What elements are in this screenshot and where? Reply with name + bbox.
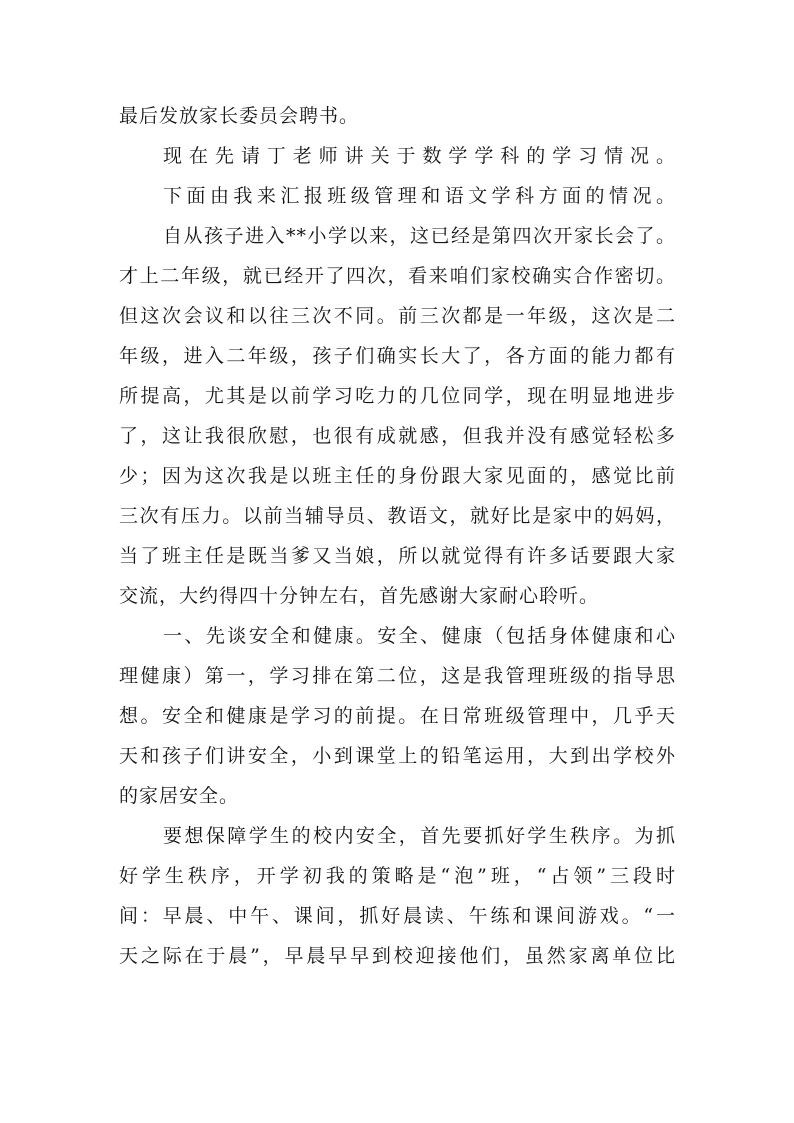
text-line: 天之际在于晨”，早晨早早到校迎接他们，虽然家离单位比 (119, 945, 676, 967)
text-line: 三次有压力。以前当辅导员、教语文，就好比是家中的妈妈， (119, 505, 676, 527)
text-line: 好学生秩序，开学初我的策略是“泡”班，“占领”三段时 (119, 865, 676, 887)
text-line: 当了班主任是既当爹又当娘，所以就觉得有许多话要跟大家 (119, 545, 676, 567)
text-line: 理健康）第一，学习排在第二位，这是我管理班级的指导思 (119, 665, 676, 687)
text-line: 自从孩子进入**小学以来，这已经是第四次开家长会了。 (163, 225, 676, 247)
text-line: 才上二年级，就已经开了四次，看来咱们家校确实合作密切。 (119, 265, 676, 287)
text-line: 一、先谈安全和健康。安全、健康（包括身体健康和心 (163, 625, 676, 647)
text-line: 年级，进入二年级，孩子们确实长大了，各方面的能力都有 (119, 345, 676, 367)
text-line: 最后发放家长委员会聘书。 (119, 105, 360, 127)
text-line: 所提高，尤其是以前学习吃力的几位同学，现在明显地进步 (119, 385, 676, 407)
text-line: 的家居安全。 (119, 785, 240, 807)
text-line: 现在先请丁老师讲关于数学学科的学习情况。 (163, 145, 676, 167)
text-line: 天和孩子们讲安全，小到课堂上的铅笔运用，大到出学校外 (119, 745, 676, 767)
text-line: 间：早晨、中午、课间，抓好晨读、午练和课间游戏。“一 (119, 905, 676, 927)
text-line: 少；因为这次我是以班主任的身份跟大家见面的，感觉比前 (119, 465, 676, 487)
text-line: 要想保障学生的校内安全，首先要抓好学生秩序。为抓 (163, 825, 676, 847)
text-line: 下面由我来汇报班级管理和语文学科方面的情况。 (163, 185, 676, 207)
text-line: 想。安全和健康是学习的前提。在日常班级管理中，几乎天 (119, 705, 676, 727)
text-line: 了，这让我很欣慰，也很有成就感，但我并没有感觉轻松多 (119, 425, 676, 447)
text-line: 交流，大约得四十分钟左右，首先感谢大家耐心聆听。 (119, 585, 600, 607)
text-line: 但这次会议和以往三次不同。前三次都是一年级，这次是二 (119, 305, 676, 327)
